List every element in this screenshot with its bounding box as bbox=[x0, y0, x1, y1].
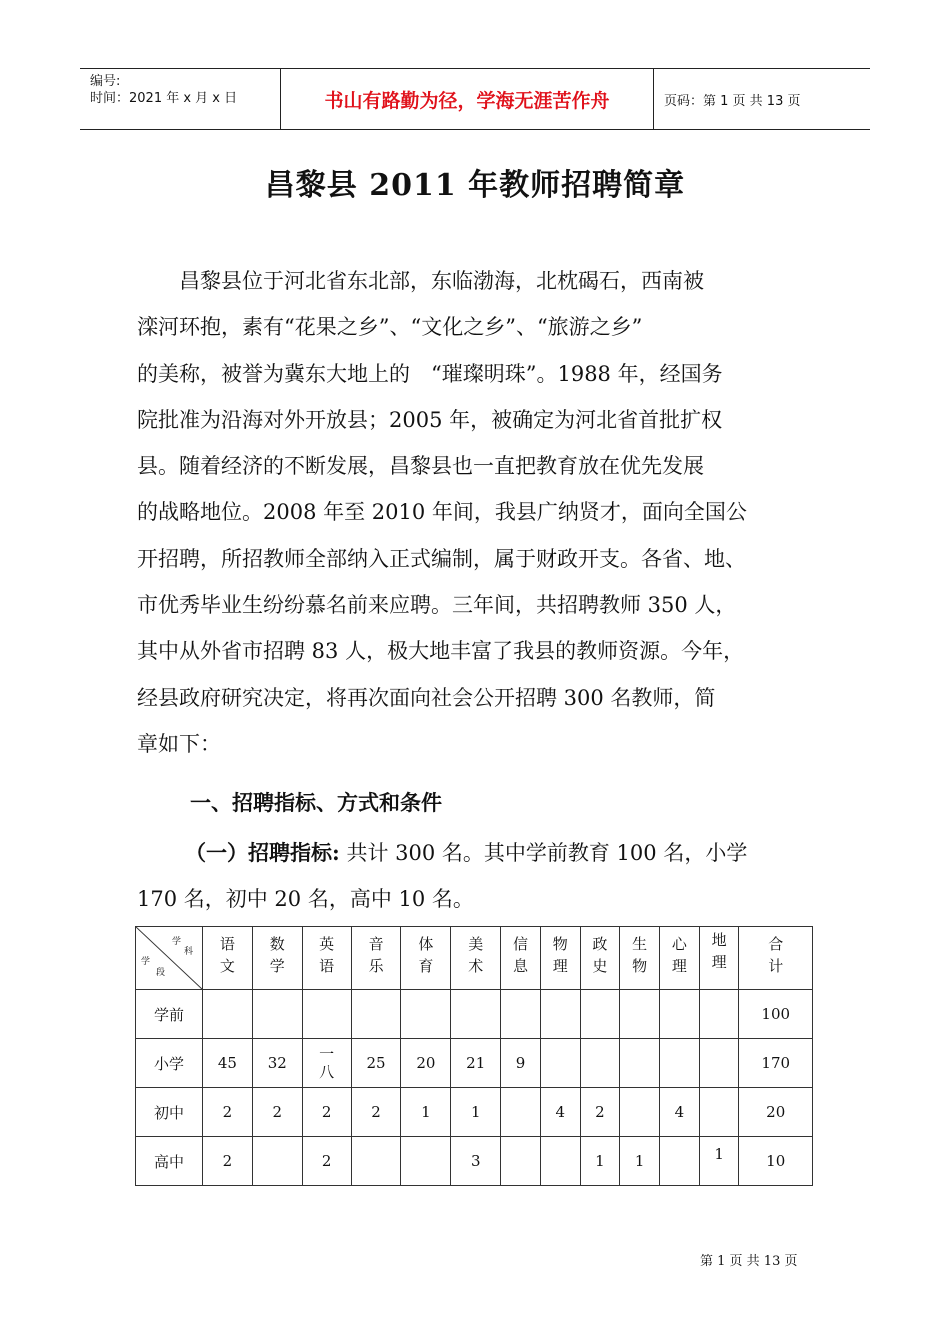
table-cell: 25 bbox=[351, 1039, 401, 1088]
intro-line: 其中从外省市招聘 83 人，极大地丰富了我县的教师资源。今年， bbox=[137, 639, 745, 664]
table-cell bbox=[401, 990, 451, 1039]
table-cell bbox=[302, 990, 351, 1039]
total-cell: 20 bbox=[739, 1088, 813, 1137]
table-cell: 2 bbox=[203, 1137, 253, 1186]
table-cell bbox=[252, 990, 302, 1039]
table-cell: 1 bbox=[620, 1137, 660, 1186]
corner-label: 学 bbox=[172, 937, 182, 947]
subject-header: 心 理 bbox=[660, 927, 700, 990]
table-row bbox=[136, 1137, 813, 1186]
table-row bbox=[136, 1039, 813, 1088]
table-cell bbox=[501, 1137, 541, 1186]
table-cell bbox=[620, 990, 660, 1039]
table-cell bbox=[252, 1137, 302, 1186]
table-cell: 1 bbox=[580, 1137, 620, 1186]
intro-line: 经县政府研究决定，将再次面向社会公开招聘 300 名教师，简 bbox=[137, 685, 716, 710]
subject-header: 信 息 bbox=[501, 927, 541, 990]
subsection-quota bbox=[137, 830, 827, 922]
table-cell: 2 bbox=[302, 1137, 351, 1186]
subject-header: 数 学 bbox=[252, 927, 302, 990]
table-cell bbox=[351, 990, 401, 1039]
total-cell: 170 bbox=[739, 1039, 813, 1088]
stage-cell: 初中 bbox=[136, 1088, 203, 1137]
intro-line: 县。随着经济的不断发展，昌黎县也一直把教育放在优先发展 bbox=[137, 454, 704, 479]
subject-header: 美 术 bbox=[451, 927, 501, 990]
table-cell: 4 bbox=[540, 1088, 580, 1137]
table-cell bbox=[620, 1039, 660, 1088]
document-number-label: 编号: bbox=[90, 74, 121, 89]
table-cell bbox=[540, 990, 580, 1039]
subject-header: 英 语 bbox=[302, 927, 351, 990]
section-heading-1: 一、招聘指标、方式和条件 bbox=[190, 791, 442, 815]
intro-line: 昌黎县位于河北省东北部，东临渤海，北枕碣石，西南被 bbox=[179, 269, 704, 293]
table-cell: 一八 bbox=[302, 1039, 351, 1088]
page-header bbox=[80, 68, 870, 130]
table-cell bbox=[401, 1137, 451, 1186]
stage-cell: 高中 bbox=[136, 1137, 203, 1186]
table-cell: 2 bbox=[351, 1088, 401, 1137]
intro-line: 开招聘，所招教师全部纳入正式编制，属于财政开支。各省、地、 bbox=[137, 546, 746, 571]
table-cell bbox=[699, 1039, 739, 1088]
table-cell bbox=[660, 990, 700, 1039]
table-cell: 1 bbox=[699, 1137, 739, 1186]
header-meta bbox=[80, 69, 280, 129]
corner-label: 学 bbox=[141, 957, 151, 967]
subject-header: 地 理 bbox=[699, 927, 739, 990]
subject-header: 生 物 bbox=[620, 927, 660, 990]
subsection-text: 170 名，初中 20 名，高中 10 名。 bbox=[137, 887, 474, 911]
subsection-label: （一）招聘指标: bbox=[185, 840, 340, 865]
quota-table bbox=[135, 926, 813, 1186]
intro-line: 的战略地位。2008 年至 2010 年间，我县广纳贤才，面向全国公 bbox=[137, 500, 747, 525]
table-cell bbox=[699, 1088, 739, 1137]
table-cell bbox=[351, 1137, 401, 1186]
table-cell: 32 bbox=[252, 1039, 302, 1088]
total-cell: 10 bbox=[739, 1137, 813, 1186]
table-cell: 2 bbox=[302, 1088, 351, 1137]
table-cell bbox=[580, 1039, 620, 1088]
page-footer: 第 1 页 共 13 页 bbox=[700, 1254, 798, 1269]
table-cell: 3 bbox=[451, 1137, 501, 1186]
table-cell: 1 bbox=[451, 1088, 501, 1137]
table-cell bbox=[540, 1137, 580, 1186]
table-cell bbox=[580, 990, 620, 1039]
subject-header: 语 文 bbox=[203, 927, 253, 990]
table-cell bbox=[699, 990, 739, 1039]
table-cell: 20 bbox=[401, 1039, 451, 1088]
subject-header: 物 理 bbox=[540, 927, 580, 990]
subject-header: 政 史 bbox=[580, 927, 620, 990]
subject-header: 音 乐 bbox=[351, 927, 401, 990]
header-motto: 书山有路勤为径，学海无涯苦作舟 bbox=[280, 69, 654, 129]
table-cell: 1 bbox=[401, 1088, 451, 1137]
table-cell: 2 bbox=[203, 1088, 253, 1137]
subject-header: 合 计 bbox=[739, 927, 813, 990]
table-row bbox=[136, 1088, 813, 1137]
intro-line: 市优秀毕业生纷纷慕名前来应聘。三年间，共招聘教师 350 人， bbox=[137, 593, 737, 618]
table-corner-cell bbox=[136, 927, 203, 990]
table-cell: 2 bbox=[252, 1088, 302, 1137]
table-cell bbox=[451, 990, 501, 1039]
header-page-info: 页码：第 1 页 共 13 页 bbox=[664, 93, 801, 109]
table-cell: 2 bbox=[580, 1088, 620, 1137]
table-header-row bbox=[136, 927, 813, 990]
subject-header: 体 育 bbox=[401, 927, 451, 990]
table-cell: 45 bbox=[203, 1039, 253, 1088]
table-cell: 21 bbox=[451, 1039, 501, 1088]
table-cell bbox=[203, 990, 253, 1039]
total-cell: 100 bbox=[739, 990, 813, 1039]
corner-label: 科 bbox=[184, 947, 194, 957]
table-cell bbox=[660, 1137, 700, 1186]
table-row bbox=[136, 990, 813, 1039]
table-cell: 9 bbox=[501, 1039, 541, 1088]
table-cell bbox=[540, 1039, 580, 1088]
document-title: 昌黎县 2011 年教师招聘简章 bbox=[264, 168, 686, 203]
intro-line: 滦河环抱，素有“花果之乡”、“文化之乡”、“旅游之乡” bbox=[137, 315, 643, 340]
intro-line: 的美称，被誉为冀东大地上的 “璀璨明珠”。1988 年，经国务 bbox=[137, 361, 723, 386]
table-cell bbox=[660, 1039, 700, 1088]
intro-line: 章如下： bbox=[137, 731, 221, 756]
intro-line: 院批准为沿海对外开放县；2005 年，被确定为河北省首批扩权 bbox=[137, 407, 723, 432]
intro-paragraph bbox=[137, 258, 815, 767]
table-cell bbox=[620, 1088, 660, 1137]
stage-cell: 小学 bbox=[136, 1039, 203, 1088]
table-cell: 4 bbox=[660, 1088, 700, 1137]
document-time-label: 时间：2021 年 x 月 x 日 bbox=[90, 91, 238, 106]
stage-cell: 学前 bbox=[136, 990, 203, 1039]
corner-label: 段 bbox=[156, 968, 166, 978]
table-cell bbox=[501, 990, 541, 1039]
table-cell bbox=[501, 1088, 541, 1137]
subsection-text: 共计 300 名。其中学前教育 100 名，小学 bbox=[346, 841, 748, 865]
